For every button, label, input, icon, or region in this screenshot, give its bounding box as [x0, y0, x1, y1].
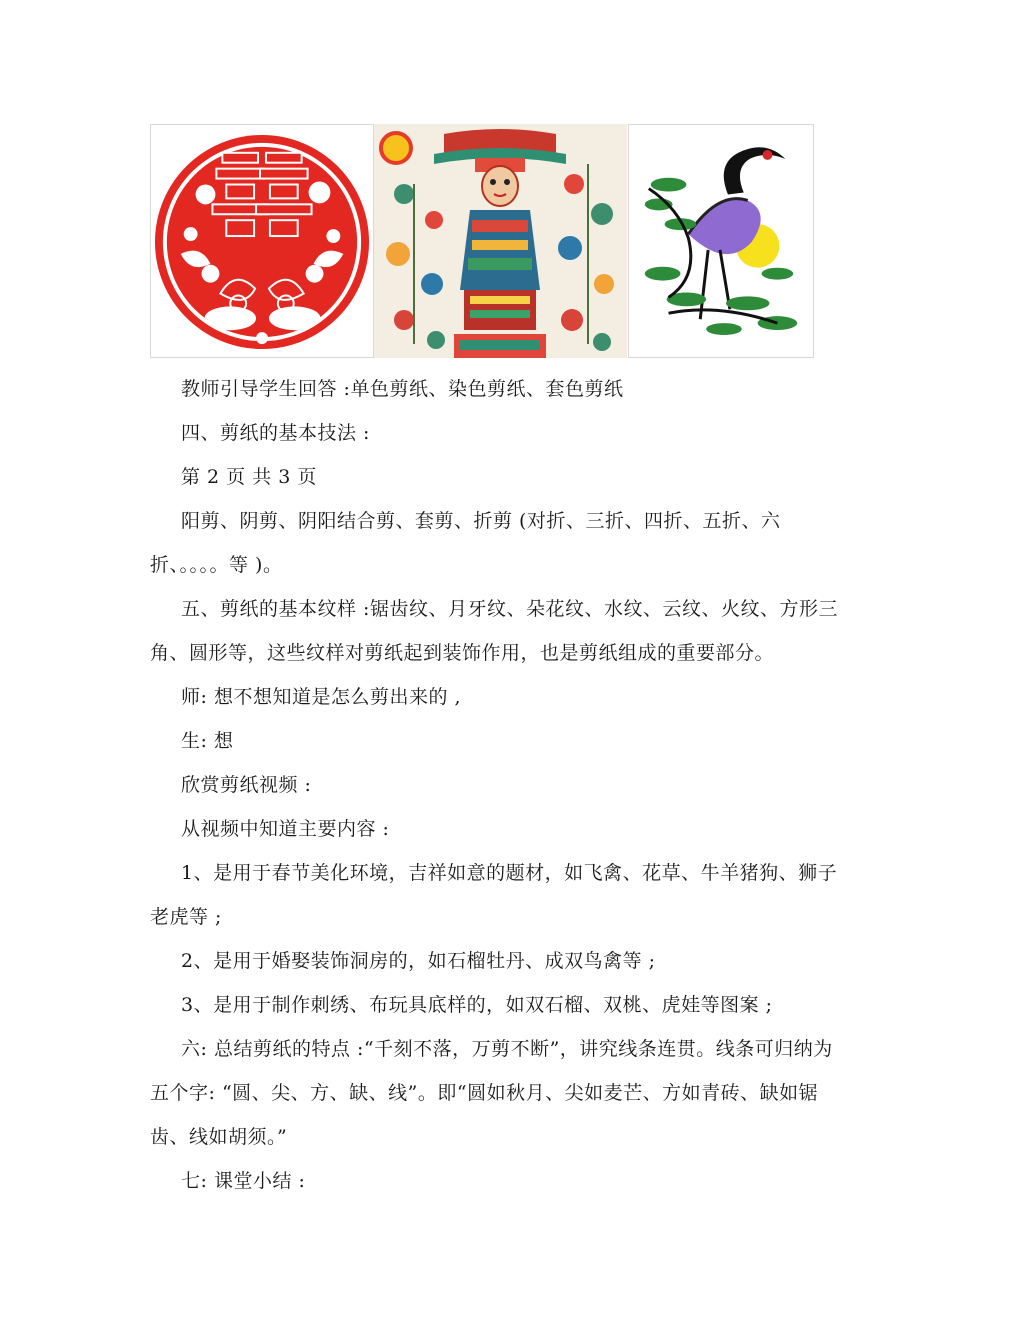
- section-heading: 七: 课堂小结 :: [181, 1170, 306, 1192]
- folk-papercut-image: [374, 124, 627, 358]
- crane-papercut-image: [628, 124, 814, 358]
- red-papercut-image: [150, 124, 374, 358]
- text-line: 从视频中知道主要内容 :: [181, 818, 390, 840]
- text-line: 阳剪、阴剪、阴阳结合剪、套剪、折剪 (对折、三折、四折、五折、六: [181, 510, 781, 532]
- page-number: 第 2 页 共 3 页: [181, 466, 317, 488]
- text-line: 师: 想不想知道是怎么剪出来的 ,: [181, 686, 462, 708]
- list-item: 2、是用于婚娶装饰洞房的，如石榴牡丹、成双鸟禽等 ;: [181, 950, 656, 972]
- text-line: 折、。。。。等 )。: [150, 554, 283, 576]
- text-line: 生: 想: [181, 730, 234, 752]
- papercut-image-strip: [150, 124, 815, 360]
- text-line: 教师引导学生回答 :单色剪纸、染色剪纸、套色剪纸: [181, 378, 624, 400]
- section-heading: 四、剪纸的基本技法 :: [181, 422, 370, 444]
- section-heading: 五、剪纸的基本纹样 :锯齿纹、月牙纹、朵花纹、水纹、云纹、火纹、方形三: [181, 598, 838, 620]
- text-line: 老虎等 ;: [150, 906, 222, 928]
- text-line: 欣赏剪纸视频 :: [181, 774, 312, 796]
- text-line: 角、圆形等，这些纹样对剪纸起到装饰作用，也是剪纸组成的重要部分。: [150, 642, 775, 664]
- list-item: 1、是用于春节美化环境，吉祥如意的题材，如飞禽、花草、牛羊猪狗、狮子: [181, 862, 838, 884]
- section-heading: 六: 总结剪纸的特点 :“千刻不落，万剪不断”，讲究线条连贯。线条可归纳为: [181, 1038, 833, 1060]
- list-item: 3、是用于制作刺绣、布玩具底样的，如双石榴、双桃、虎娃等图案 ;: [181, 994, 773, 1016]
- text-line: 五个字: “圆、尖、方、缺、线”。即“圆如秋月、尖如麦芒、方如青砖、缺如锯: [150, 1082, 819, 1104]
- text-line: 齿、线如胡须。”: [150, 1126, 288, 1148]
